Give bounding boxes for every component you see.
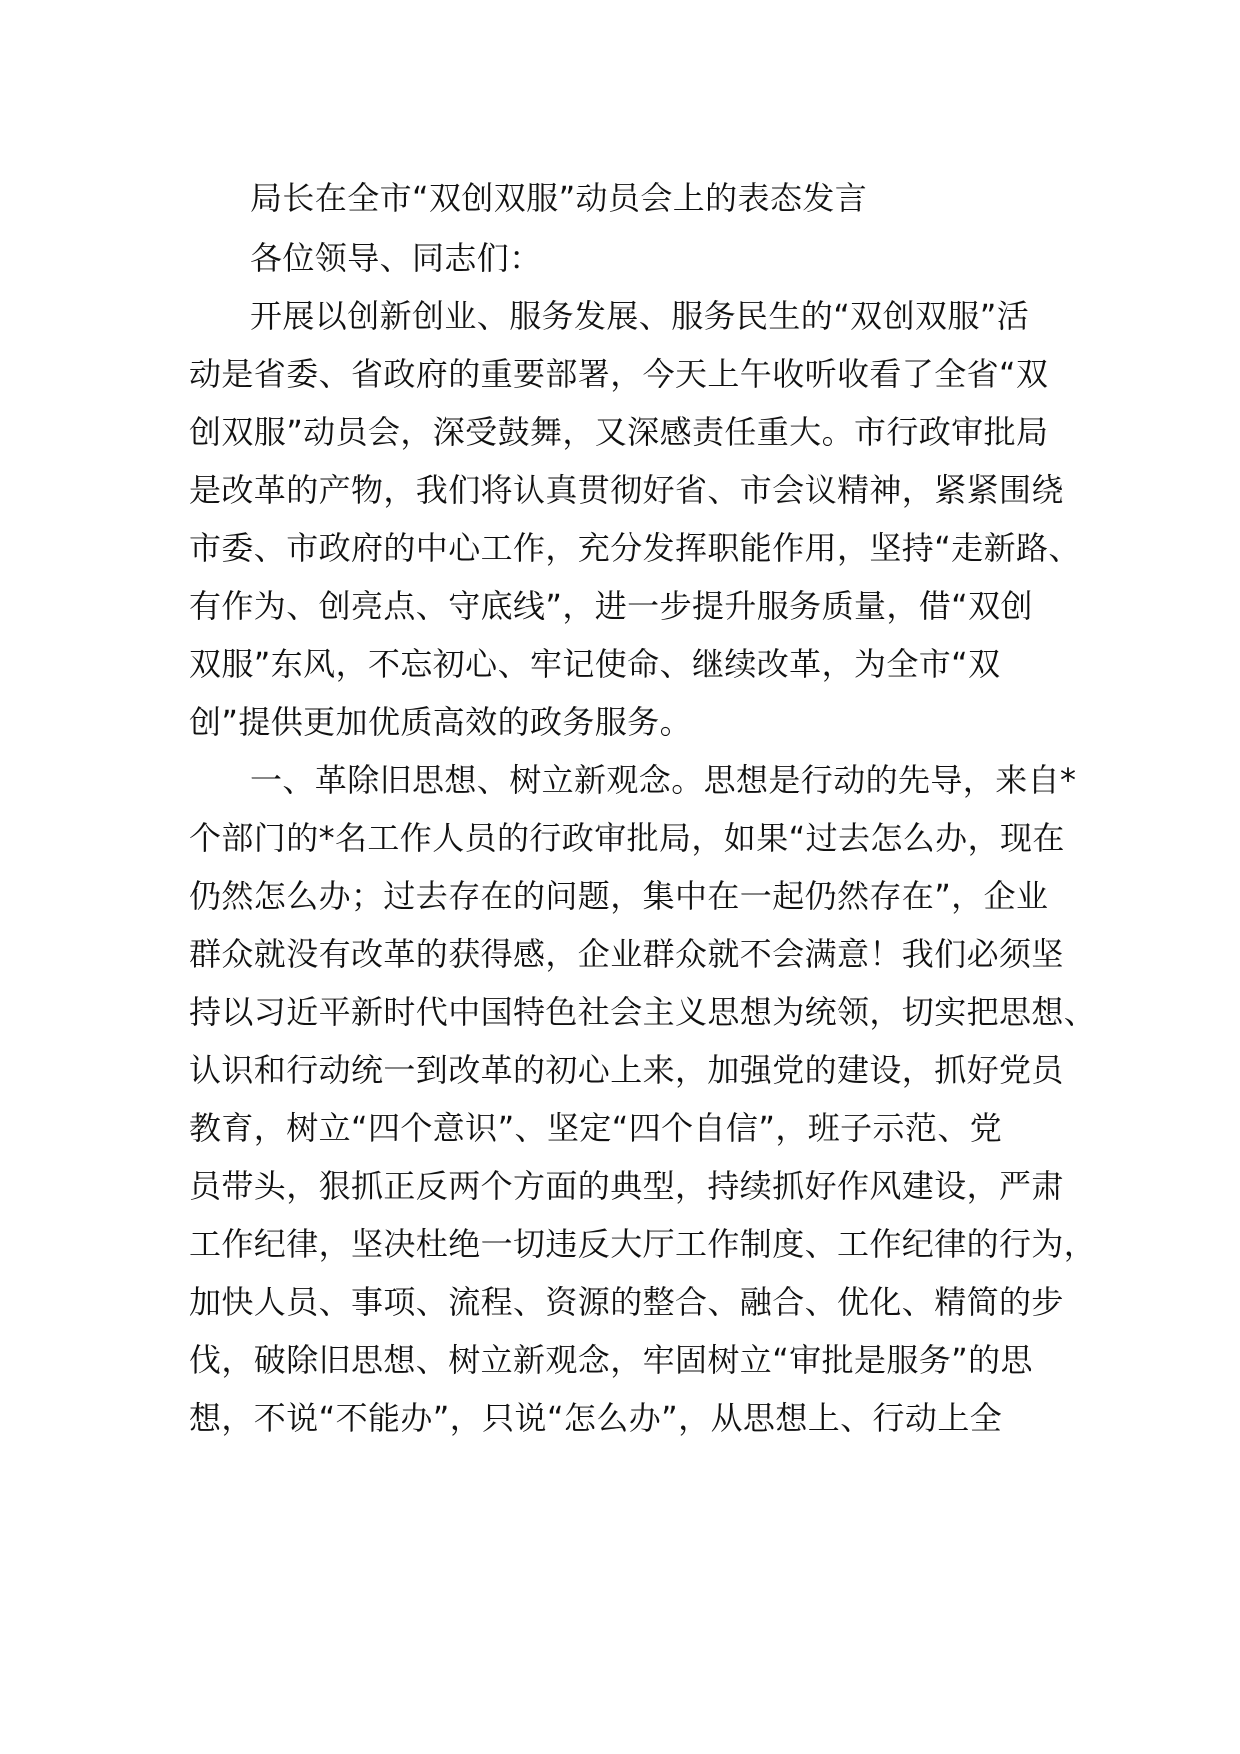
paragraph-1-line: 开展以创新创业、服务发展、服务民生的“双创双服”活 bbox=[250, 297, 1030, 335]
paragraph-2-line: 加快人员、事项、流程、资源的整合、融合、优化、精简的步 bbox=[189, 1283, 1064, 1321]
paragraph-2-line: 持以习近平新时代中国特色社会主义思想为统领，切实把思想、 bbox=[189, 993, 1097, 1031]
paragraph-1-line: 有作为、创亮点、守底线”，进一步提升服务质量，借“双创 bbox=[189, 587, 1033, 625]
paragraph-1-line: 是改革的产物，我们将认真贯彻好省、市会议精神，紧紧围绕 bbox=[189, 471, 1064, 509]
paragraph-1-line: 市委、市政府的中心工作，充分发挥职能作用，坚持“走新路、 bbox=[189, 529, 1081, 567]
paragraph-2-line: 伐，破除旧思想、树立新观念，牢固树立“审批是服务”的思 bbox=[189, 1341, 1033, 1379]
paragraph-2-line: 想，不说“不能办”，只说“怎么办”，从思想上、行动上全 bbox=[189, 1399, 1003, 1437]
paragraph-2-line: 认识和行动统一到改革的初心上来，加强党的建设，抓好党员 bbox=[189, 1051, 1064, 1089]
paragraph-2-line: 仍然怎么办；过去存在的问题，集中在一起仍然存在”，企业 bbox=[189, 877, 1049, 915]
document-title: 局长在全市“双创双服”动员会上的表态发言 bbox=[250, 179, 868, 217]
paragraph-2-line: 群众就没有改革的获得感，企业群众就不会满意！我们必须坚 bbox=[189, 935, 1064, 973]
paragraph-1-line: 创双服”动员会，深受鼓舞，又深感责任重大。市行政审批局 bbox=[189, 413, 1049, 451]
salutation: 各位领导、同志们： bbox=[250, 239, 542, 277]
paragraph-1-line: 创”提供更加优质高效的政务服务。 bbox=[189, 703, 692, 741]
paragraph-2-line: 个部门的*名工作人员的行政审批局，如果“过去怎么办，现在 bbox=[189, 819, 1065, 857]
paragraph-2-line: 教育，树立“四个意识”、坚定“四个自信”，班子示范、党 bbox=[189, 1109, 1003, 1147]
paragraph-2-line: 员带头，狠抓正反两个方面的典型，持续抓好作风建设，严肃 bbox=[189, 1167, 1064, 1205]
paragraph-1-line: 动是省委、省政府的重要部署，今天上午收听收看了全省“双 bbox=[189, 355, 1049, 393]
paragraph-2-line: 工作纪律，坚决杜绝一切违反大厅工作制度、工作纪律的行为， bbox=[189, 1225, 1097, 1263]
paragraph-2-line: 一、革除旧思想、树立新观念。思想是行动的先导，来自* bbox=[250, 761, 1077, 799]
paragraph-1-line: 双服”东风，不忘初心、牢记使命、继续改革，为全市“双 bbox=[189, 645, 1001, 683]
